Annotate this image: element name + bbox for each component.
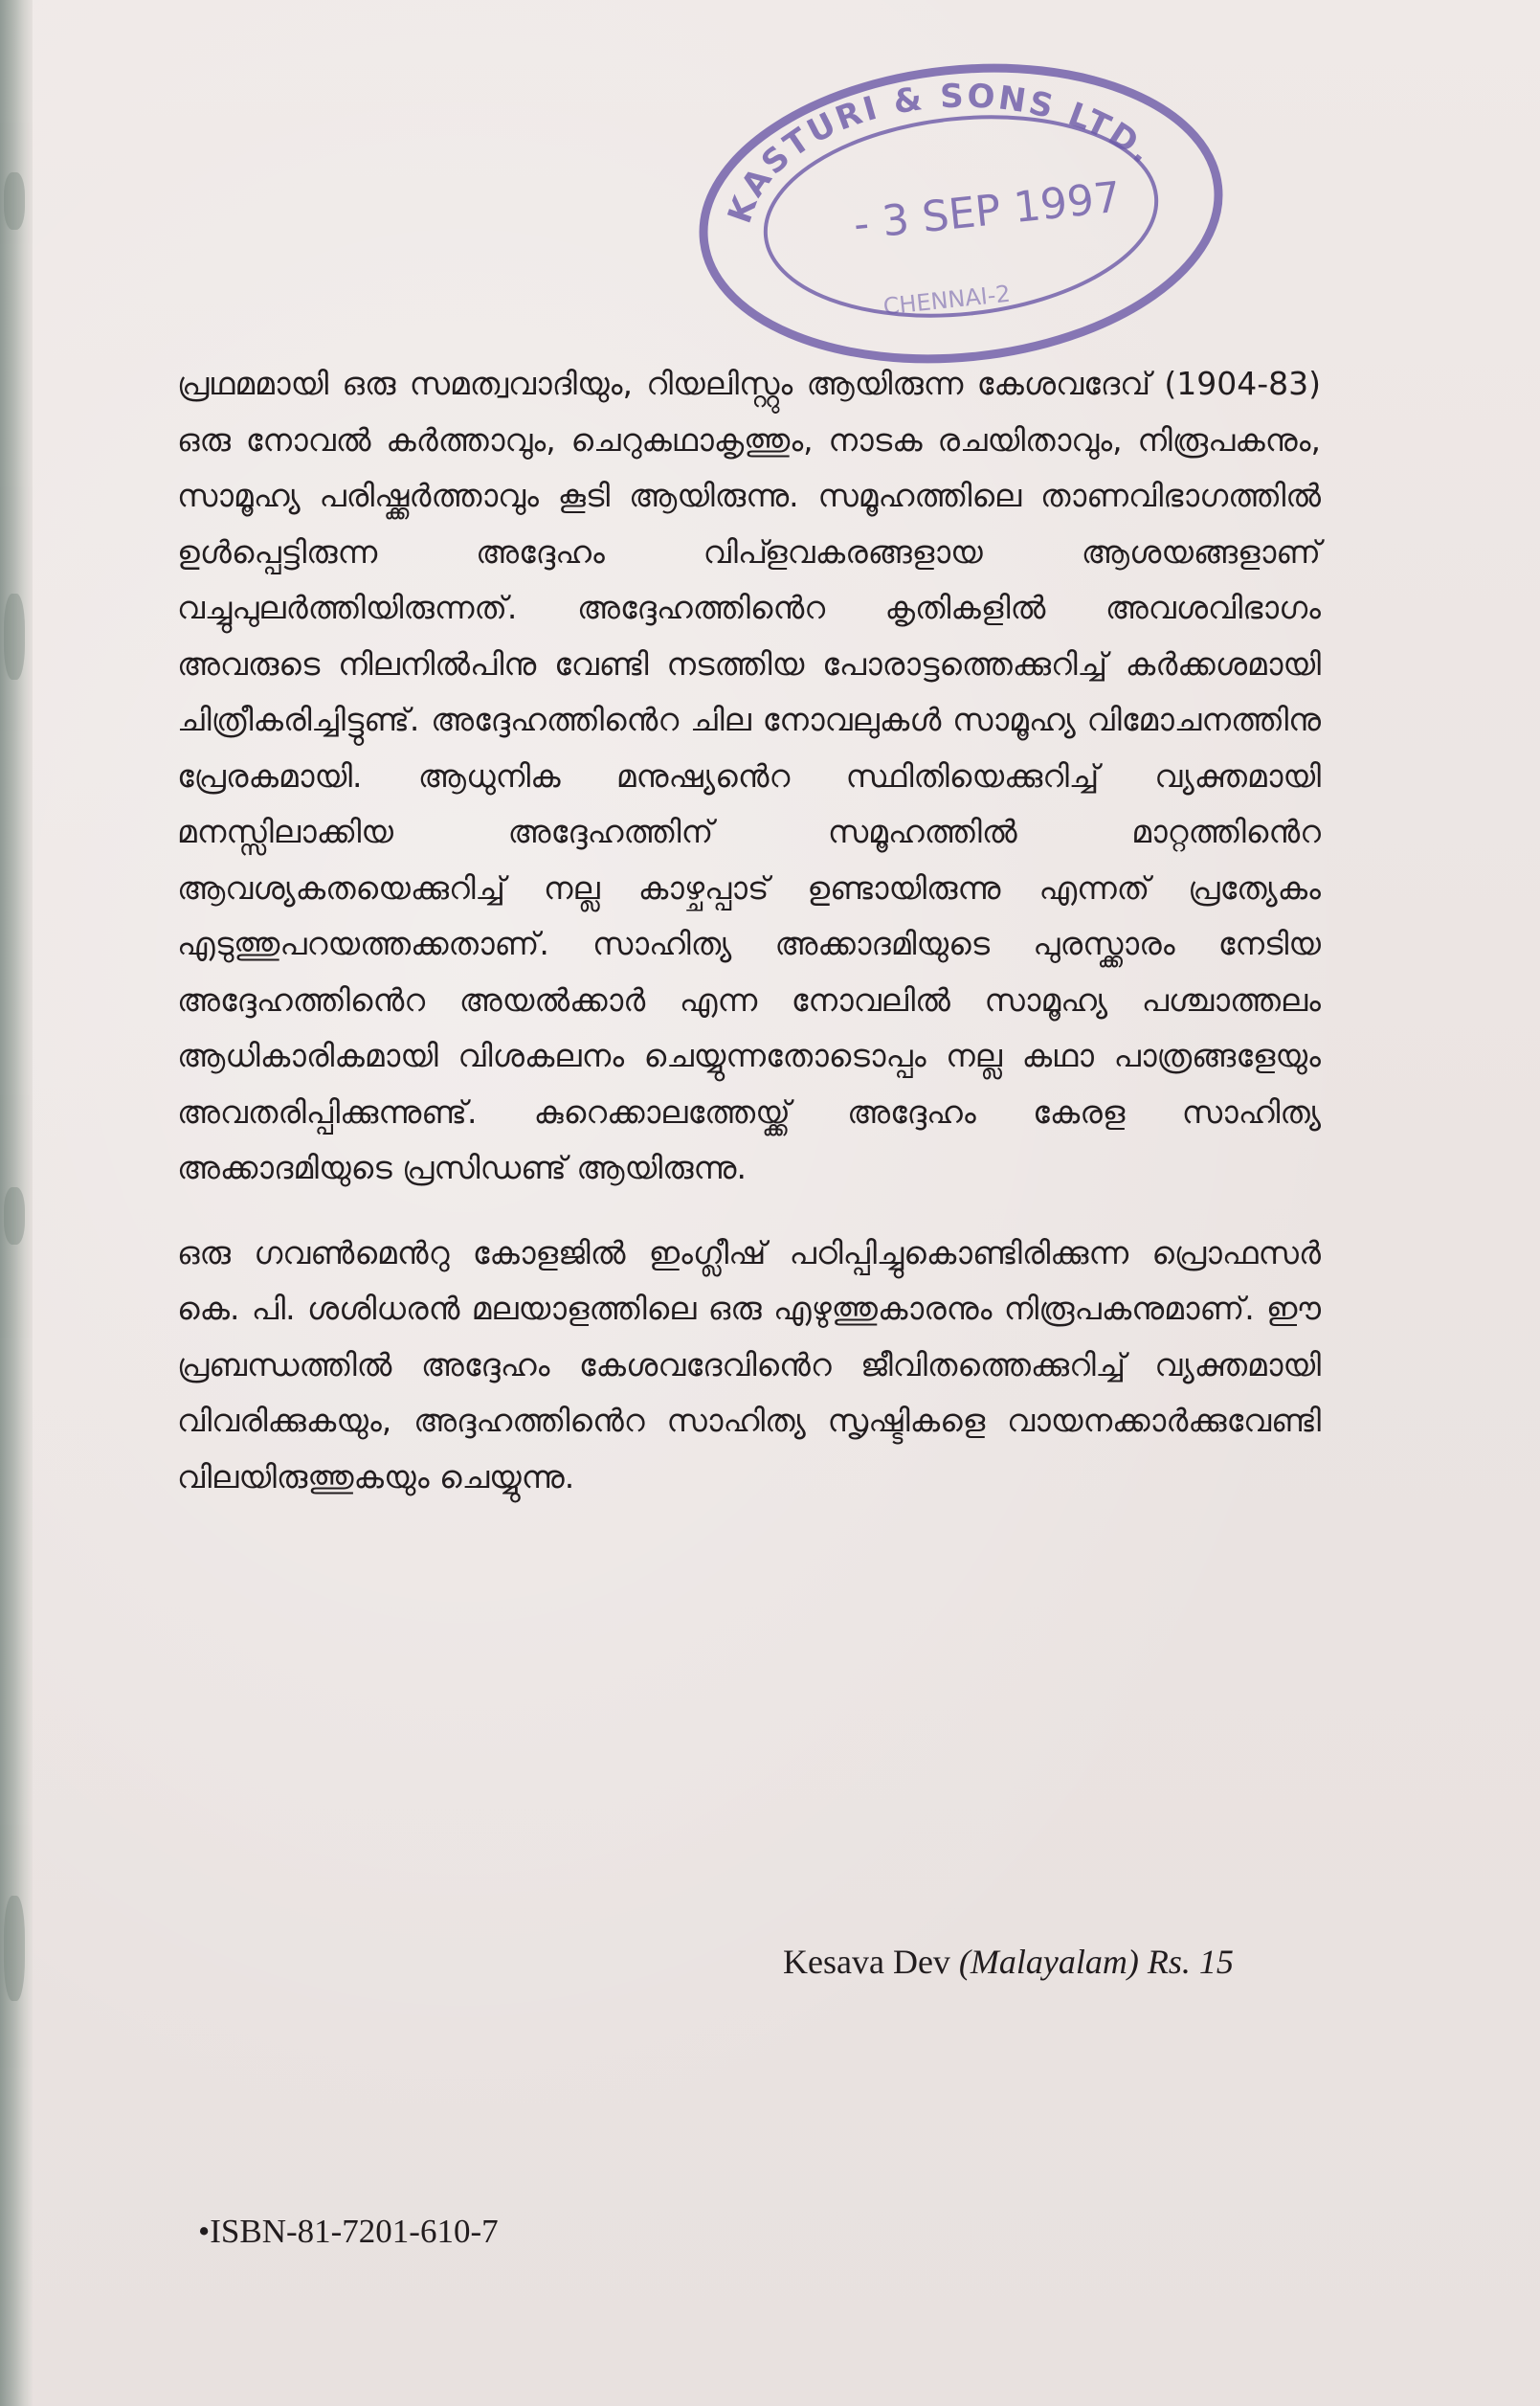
wear-mark bbox=[4, 1187, 25, 1245]
isbn-number: •ISBN-81-7201-610-7 bbox=[198, 2213, 499, 2250]
wear-mark bbox=[4, 1896, 25, 2001]
spine-edge bbox=[0, 0, 33, 2406]
publisher-stamp bbox=[681, 56, 1241, 371]
stamp-date: - 3 SEP 1997 bbox=[851, 172, 1124, 250]
wear-mark bbox=[4, 594, 25, 680]
wear-mark bbox=[4, 172, 25, 230]
book-description bbox=[177, 356, 1321, 1505]
author-paragraph: പ്രഥമമായി ഒരു സമത്വവാദിയും, റിയലിസ്റ്റും ആയിരുന്ന കേശവദേവ് (1904-83) ഒരു നോവൽ കർത്താവും, ചെറുകഥാകൃത്തും, നാടക രചയിതാവും, നിരൂപകനും, സാമൂഹ്യ പരിഷ്ക്കർത്താവും കൂടി ആയിരുന്നു. സമൂഹത്തിലെ താണവിഭാഗത്തിൽ ഉൾപ്പെട്ടിരുന്ന അദ്ദേഹം വിപ്ളവകരങ്ങളായ ആശയങ്ങളാണ് വച്ചുപുലർത്തിയിരുന്നത്. അദ്ദേഹത്തിൻെറ കൃതികളിൽ അവശവിഭാഗം അവരുടെ നിലനിൽപിനു വേണ്ടി നടത്തിയ പോരാട്ടത്തെക്കുറിച്ച് കർക്കശമായി ചിത്രീകരിച്ചിട്ടുണ്ട്. അദ്ദേഹത്തിൻെറ ചില നോവലുകൾ സാമൂഹ്യ വിമോചനത്തിനു പ്രേരകമായി. ആധുനിക മനുഷ്യൻെറ സ്ഥിതിയെക്കുറിച്ച് വ്യക്തമായി മനസ്സിലാക്കിയ അദ്ദേഹത്തിന് സമൂഹത്തിൽ മാറ്റത്തിൻെറ ആവശ്യകതയെക്കുറിച്ച് നല്ല കാഴ്ചപ്പാട് ഉണ്ടായിരുന്നു എന്നത് പ്രത്യേകം എടുത്തുപറയത്തക്കതാണ്. സാഹിത്യ അക്കാദമിയുടെ പുരസ്ക്കാരം നേടിയ അദ്ദേഹത്തിൻെറ അയൽക്കാർ എന്ന നോവലിൽ സാമൂഹ്യ പശ്ചാത്തലം ആധികാരികമായി വിശകലനം ചെയ്യുന്നതോടൊപ്പം നല്ല കഥാ പാത്രങ്ങളേയും അവതരിപ്പിക്കുന്നുണ്ട്. കുറെക്കാലത്തേയ്ക്ക് അദ്ദേഹം കേരള സാഹിത്യ അക്കാദമിയുടെ പ്രസിഡണ്ട് ആയിരുന്നു. bbox=[177, 365, 1321, 1186]
critic-paragraph: ഒരു ഗവൺമെൻറു കോളജിൽ ഇംഗ്ലീഷ് പഠിപ്പിച്ചുകൊണ്ടിരിക്കുന്ന പ്രൊഫസർ കെ. പി. ശശിധരൻ മലയാളത്തിലെ ഒരു എഴുത്തുകാരനും നിരൂപകനുമാണ്. ഈ പ്രബന്ധത്തിൽ അദ്ദേഹം കേശവദേവിൻെറ ജീവിതത്തെക്കുറിച്ച് വ്യക്തമായി വിവരിക്കുകയും, അദ്ദഹത്തിൻെറ സാഹിത്യ സൃഷ്ടികളെ വായനക്കാർക്കുവേണ്ടി വിലയിരുത്തുകയും ചെയ്യുന്നു. bbox=[177, 1233, 1321, 1495]
title-price-line bbox=[783, 1942, 1234, 1982]
book-price: Rs. 15 bbox=[1147, 1943, 1234, 1981]
stamp-company-text: KASTURI & SONS LTD. bbox=[720, 77, 1162, 229]
book-language: (Malayalam) bbox=[958, 1943, 1139, 1981]
book-title: Kesava Dev bbox=[783, 1943, 950, 1981]
stamp-city: CHENNAI-2 bbox=[882, 280, 1012, 321]
